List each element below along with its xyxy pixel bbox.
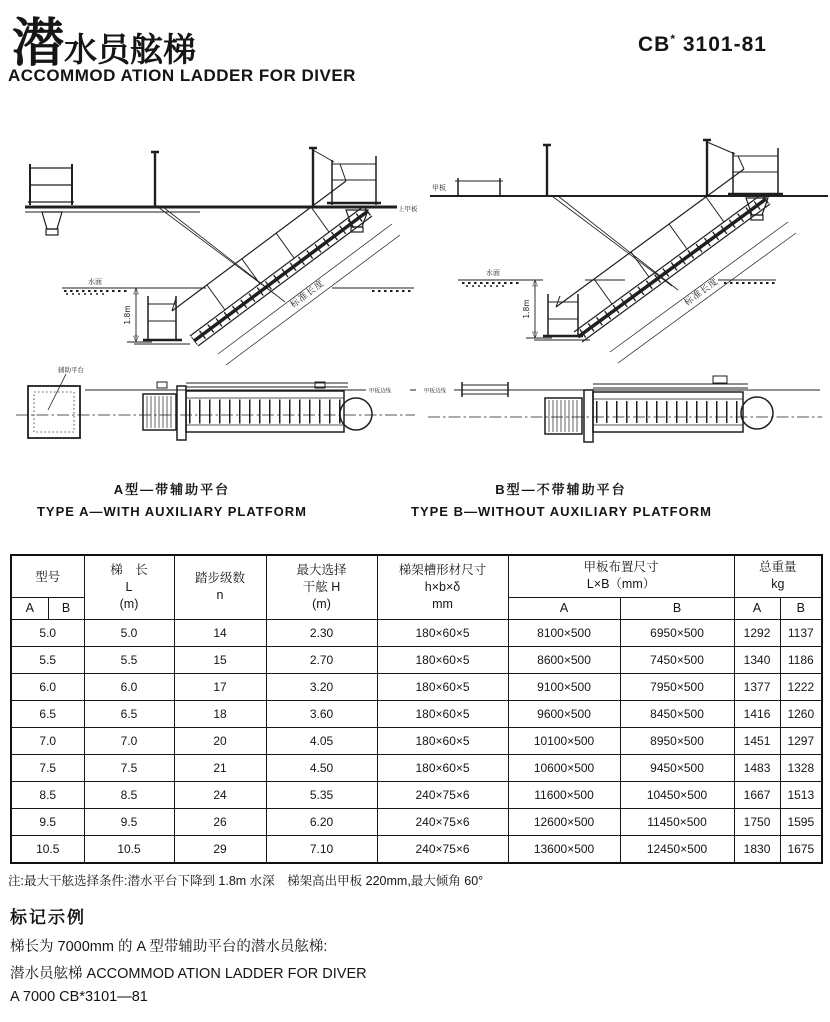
col-header-channel-zh: 梯架槽形材尺寸 [398, 562, 487, 577]
marking-line-1: 梯长为 7000mm 的 A 型带辅助平台的潜水员舷梯: [10, 939, 328, 955]
caption-type-b-zh: B型—不带辅助平台 [495, 482, 627, 497]
table-cell: 7.10 [266, 835, 377, 863]
table-cell: 5.0 [11, 619, 84, 646]
table-cell: 8450×500 [620, 700, 734, 727]
caption-type-b-en: TYPE B—WITHOUT AUXILIARY PLATFORM [411, 504, 712, 519]
table-cell: 6.5 [84, 700, 174, 727]
page-subtitle: ACCOMMOD ATION LADDER FOR DIVER [8, 66, 356, 85]
table-cell: 1297 [780, 727, 822, 754]
table-note: 注:最大干舷选择条件:潜水平台下降到 1.8m 水深 梯架高出甲板 220mm,最大倾角 60° [8, 874, 484, 888]
table-cell: 26 [174, 808, 266, 835]
table-cell: 240×75×6 [377, 808, 508, 835]
col-subheader-weight-b: B [780, 597, 822, 619]
standard-asterisk: * [670, 32, 677, 46]
col-header-freeboard-zh2: 干舷 H [302, 579, 341, 594]
table-cell: 3.60 [266, 700, 377, 727]
col-header-length-zh: 梯 长 [110, 562, 148, 577]
table-cell: 8950×500 [620, 727, 734, 754]
table-cell: 1137 [780, 619, 822, 646]
label-deck-edge-a: 甲板边线 [369, 388, 392, 395]
caption-type-a-en: TYPE A—WITH AUXILIARY PLATFORM [36, 504, 307, 519]
table-cell: 180×60×5 [377, 700, 508, 727]
table-cell: 240×75×6 [377, 835, 508, 863]
table-cell: 1377 [734, 673, 780, 700]
label-depth-a: 1.8m [123, 305, 132, 325]
table-cell: 1483 [734, 754, 780, 781]
table-cell: 24 [174, 781, 266, 808]
col-subheader-model-a: A [11, 597, 48, 619]
col-header-deck-zh: 甲板布置尺寸 [583, 560, 659, 575]
col-header-freeboard [266, 555, 377, 619]
table-row [11, 619, 822, 646]
table-cell: 10.5 [84, 835, 174, 863]
caption-type-a-zh: A型—带辅助平台 [113, 482, 231, 497]
table-cell: 6.20 [266, 808, 377, 835]
table-cell: 180×60×5 [377, 754, 508, 781]
table-cell: 8600×500 [508, 646, 620, 673]
type-b-plan-view [424, 376, 822, 442]
table-cell: 9.5 [84, 808, 174, 835]
label-water-surface-b: 水面 [486, 269, 500, 277]
col-header-steps [174, 555, 266, 619]
table-cell: 20 [174, 727, 266, 754]
col-header-deck-symbol: L×B（mm） [586, 577, 656, 592]
page-title-first-char: 潜 [12, 15, 65, 73]
table-cell: 14 [174, 619, 266, 646]
table-cell: 10.5 [11, 835, 84, 863]
table-row [11, 754, 822, 781]
spec-table-body [11, 619, 822, 863]
table-cell: 1292 [734, 619, 780, 646]
type-a-plan-view [16, 365, 416, 440]
table-cell: 1667 [734, 781, 780, 808]
col-header-weight [734, 555, 822, 597]
table-row [11, 835, 822, 863]
table-cell: 9450×500 [620, 754, 734, 781]
col-header-steps-zh: 踏步级数 [195, 571, 246, 586]
table-cell: 12450×500 [620, 835, 734, 863]
page-title [12, 15, 197, 73]
table-cell: 1340 [734, 646, 780, 673]
table-cell: 3.20 [266, 673, 377, 700]
table-cell: 1186 [780, 646, 822, 673]
table-cell: 15 [174, 646, 266, 673]
label-deck-b: 甲板 [432, 184, 446, 192]
table-cell: 11450×500 [620, 808, 734, 835]
standard-code [638, 32, 767, 57]
table-cell: 1328 [780, 754, 822, 781]
table-cell: 6950×500 [620, 619, 734, 646]
table-row [11, 808, 822, 835]
col-header-weight-zh: 总重量 [759, 560, 797, 575]
label-standard-length-a: 标准长度 [288, 278, 327, 311]
col-subheader-model-b: B [48, 597, 84, 619]
table-cell: 1451 [734, 727, 780, 754]
col-subheader-deck-b: B [620, 597, 734, 619]
table-cell: 7.0 [11, 727, 84, 754]
table-cell: 180×60×5 [377, 727, 508, 754]
col-header-channel-unit: mm [432, 596, 453, 611]
marking-line-3: A 7000 CB*3101—81 [10, 989, 148, 1005]
table-cell: 29 [174, 835, 266, 863]
table-cell: 1416 [734, 700, 780, 727]
table-cell: 21 [174, 754, 266, 781]
table-cell: 11600×500 [508, 781, 620, 808]
label-aux-platform: 辅助平台 [58, 366, 84, 374]
col-header-model: 型号 [11, 555, 84, 597]
table-cell: 1513 [780, 781, 822, 808]
table-cell: 6.5 [11, 700, 84, 727]
table-cell: 10600×500 [508, 754, 620, 781]
standard-prefix: CB [638, 33, 671, 56]
table-cell: 5.5 [84, 646, 174, 673]
table-cell: 13600×500 [508, 835, 620, 863]
col-header-freeboard-zh1: 最大选择 [296, 562, 347, 577]
type-a-side-view [25, 148, 418, 365]
table-cell: 180×60×5 [377, 673, 508, 700]
table-cell: 17 [174, 673, 266, 700]
label-deck-edge-b: 甲板边线 [424, 388, 447, 395]
table-cell: 4.50 [266, 754, 377, 781]
table-cell: 5.5 [11, 646, 84, 673]
table-row [11, 727, 822, 754]
col-header-deck [508, 555, 734, 597]
col-header-channel [377, 555, 508, 619]
label-standard-length-b: 标准长度 [682, 276, 721, 309]
table-cell: 9.5 [11, 808, 84, 835]
page-title-rest: 水员舷梯 [64, 31, 197, 68]
table-cell: 6.0 [11, 673, 84, 700]
col-subheader-weight-a: A [734, 597, 780, 619]
table-cell: 5.0 [84, 619, 174, 646]
technical-drawings [0, 128, 830, 458]
table-cell: 18 [174, 700, 266, 727]
table-cell: 1260 [780, 700, 822, 727]
marking-line-2: 潜水员舷梯 ACCOMMOD ATION LADDER FOR DIVER [10, 966, 367, 982]
col-subheader-deck-a: A [508, 597, 620, 619]
spec-table [10, 554, 823, 864]
table-cell: 5.35 [266, 781, 377, 808]
label-water-surface-a: 水面 [88, 278, 102, 286]
table-cell: 9600×500 [508, 700, 620, 727]
table-cell: 2.30 [266, 619, 377, 646]
table-cell: 6.0 [84, 673, 174, 700]
table-cell: 10450×500 [620, 781, 734, 808]
table-row [11, 700, 822, 727]
table-cell: 10100×500 [508, 727, 620, 754]
table-cell: 12600×500 [508, 808, 620, 835]
table-row [11, 781, 822, 808]
table-cell: 240×75×6 [377, 781, 508, 808]
table-cell: 7.5 [11, 754, 84, 781]
table-cell: 8.5 [84, 781, 174, 808]
col-header-length [84, 555, 174, 619]
table-cell: 1675 [780, 835, 822, 863]
table-cell: 9100×500 [508, 673, 620, 700]
col-header-weight-unit: kg [771, 577, 785, 592]
table-cell: 180×60×5 [377, 619, 508, 646]
table-cell: 7.5 [84, 754, 174, 781]
table-row [11, 646, 822, 673]
col-header-steps-symbol: n [216, 588, 224, 603]
label-upper-deck: 上甲板 [398, 205, 418, 213]
standard-number: 3101-81 [682, 33, 767, 56]
table-row [11, 673, 822, 700]
table-cell: 180×60×5 [377, 646, 508, 673]
table-cell: 8100×500 [508, 619, 620, 646]
type-b-side-view [430, 140, 828, 363]
table-cell: 7.0 [84, 727, 174, 754]
marking-heading: 标记示例 [10, 908, 86, 927]
col-header-freeboard-unit: (m) [312, 596, 331, 611]
table-cell: 2.70 [266, 646, 377, 673]
table-cell: 1830 [734, 835, 780, 863]
table-cell: 4.05 [266, 727, 377, 754]
table-cell: 1595 [780, 808, 822, 835]
table-cell: 7450×500 [620, 646, 734, 673]
col-header-length-symbol: L [125, 579, 133, 594]
table-cell: 1750 [734, 808, 780, 835]
col-header-length-unit: (m) [119, 596, 139, 611]
table-cell: 7950×500 [620, 673, 734, 700]
table-cell: 1222 [780, 673, 822, 700]
table-cell: 8.5 [11, 781, 84, 808]
label-depth-b: 1.8m [522, 299, 531, 319]
col-header-channel-symbol: h×b×δ [424, 579, 461, 594]
